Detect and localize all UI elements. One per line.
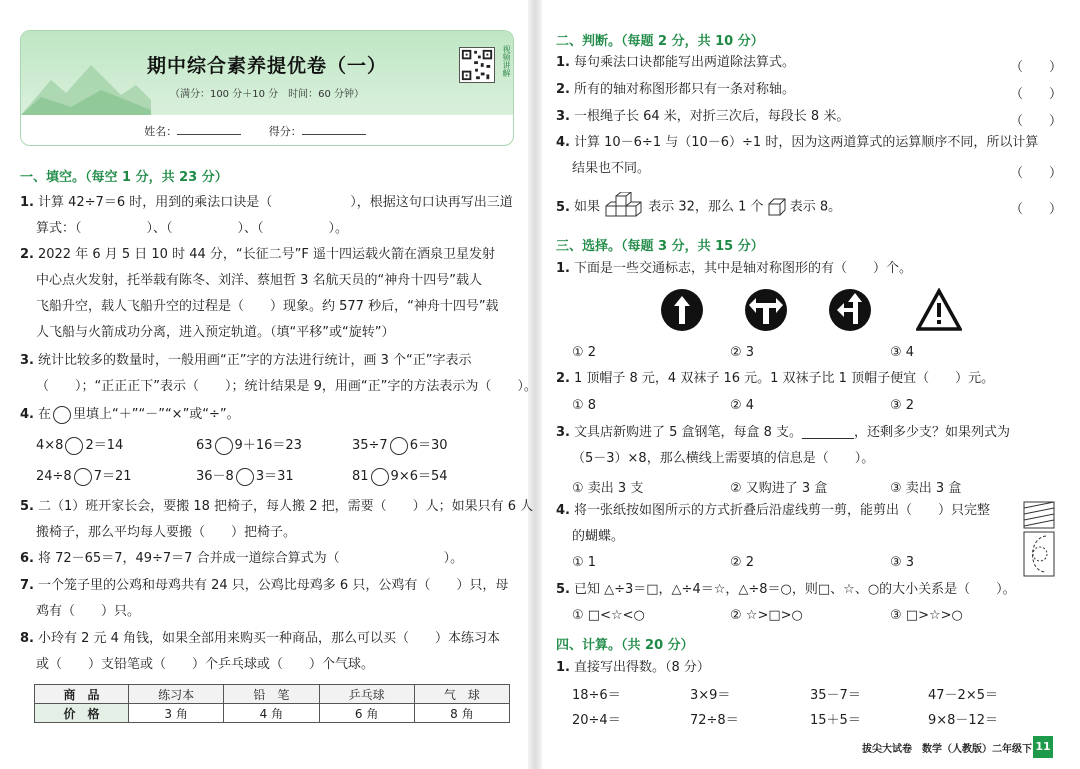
qr-code-icon[interactable] bbox=[459, 47, 495, 83]
answer-circle[interactable] bbox=[74, 468, 92, 486]
fill-q6: 6. 将 72－65＝7，49÷7＝7 合并成一道综合算式为（ ）。 bbox=[20, 551, 464, 566]
exam-header bbox=[20, 30, 514, 146]
judge-q3: 3. 一根绳子长 64 米，对折三次后，每段长 8 米。 bbox=[556, 109, 850, 124]
judge-answer-2[interactable]: （ ） bbox=[1010, 87, 1063, 102]
section-calc-heading: 四、计算。（共 20 分） bbox=[556, 638, 694, 653]
choice-q4-option-3[interactable]: ③ 3 bbox=[890, 555, 915, 570]
fill-q4-item-4: 24÷8 7＝21 bbox=[36, 469, 132, 484]
calc-item[interactable]: 18÷6＝ bbox=[572, 688, 621, 703]
straight-arrow-sign-icon bbox=[660, 288, 704, 332]
judge-q2: 2. 所有的轴对称图形都只有一条对称轴。 bbox=[556, 82, 795, 97]
qr-label: 视频讲解 bbox=[502, 45, 511, 77]
fill-q4-item-3: 35÷7 6＝30 bbox=[352, 438, 448, 453]
answer-circle[interactable] bbox=[390, 437, 408, 455]
fill-q5: 5. 二（1）班开家长会，要搬 18 把椅子，每人搬 2 把，需要（ ）人；如果只有 6 人 搬椅子，那么平均每人要搬（ ）把椅子。 bbox=[20, 499, 534, 540]
calc-item[interactable]: 15＋5＝ bbox=[810, 713, 861, 728]
fill-q4-item-1: 4×8 2＝14 bbox=[36, 438, 124, 453]
judge-answer-4[interactable]: （ ） bbox=[1010, 166, 1063, 181]
calc-q1: 1. 直接写出得数。（8 分） bbox=[556, 660, 710, 675]
answer-circle[interactable] bbox=[236, 468, 254, 486]
calc-item[interactable]: 20÷4＝ bbox=[572, 713, 621, 728]
student-fields bbox=[21, 123, 513, 139]
traffic-signs bbox=[660, 288, 1000, 334]
warning-sign-icon bbox=[916, 288, 962, 332]
fill-q3: 3. 统计比较多的数量时，一般用画“正”字的方法进行统计，画 3 个“正”字表示 （ ）；“正正正下”表示（ ）；统计结果是 9，用画“正”字的方法表示为（ ）。 bbox=[20, 353, 537, 394]
cube-stack-icon bbox=[604, 192, 644, 222]
fill-q4-item-5: 36－8 3＝31 bbox=[196, 469, 294, 484]
section-fill-blank-heading: 一、填空。（每空 1 分，共 23 分） bbox=[20, 170, 228, 185]
operator-circle-icon bbox=[53, 406, 71, 424]
calc-item[interactable]: 3×9＝ bbox=[690, 688, 731, 703]
choice-q3-option-2[interactable]: ② 又购进了 3 盒 bbox=[730, 481, 828, 496]
calc-item[interactable]: 9×8－12＝ bbox=[928, 713, 998, 728]
table-row: 价 格 3 角 4 角 6 角 8 角 bbox=[35, 704, 510, 723]
choice-q1: 1. 下面是一些交通标志，其中是轴对称图形的有（ ）个。 bbox=[556, 261, 912, 276]
fill-q4: 4. 在 里填上“＋”“－”“×”或“÷”。 bbox=[20, 407, 240, 422]
section-choice-heading: 三、选择。（每题 3 分，共 15 分） bbox=[556, 239, 764, 254]
choice-q4-option-1[interactable]: ① 1 bbox=[572, 555, 597, 570]
cube-icon bbox=[768, 198, 786, 216]
name-label: 姓名： bbox=[144, 125, 178, 138]
straight-left-sign-icon bbox=[828, 288, 872, 332]
choice-q1-option-1[interactable]: ① 2 bbox=[572, 345, 597, 360]
answer-circle[interactable] bbox=[215, 437, 233, 455]
calc-item[interactable]: 72÷8＝ bbox=[690, 713, 739, 728]
score-field[interactable] bbox=[302, 125, 366, 135]
price-table bbox=[34, 684, 510, 723]
answer-circle[interactable] bbox=[65, 437, 83, 455]
exam-subtitle: （满分：100 分＋10 分 时间：60 分钟） bbox=[169, 89, 365, 100]
choice-q5-option-2[interactable]: ② ☆>□>○ bbox=[730, 608, 803, 623]
choice-q4: 4. 将一张纸按如图所示的方式折叠后沿虚线剪一剪，能剪出（ ）只完整 的蝴蝶。 bbox=[556, 503, 990, 544]
left-right-sign-icon bbox=[744, 288, 788, 332]
fill-q2: 2. 2022 年 6 月 5 日 10 时 44 分，“长征二号”F 遥十四运载火箭在酒泉卫星发射 中心点火发射，托举载有陈冬、刘洋、蔡旭哲 3 名航天员的“神舟十四号”载人 飞船升空，载人飞船升空的过程是（ ）现象。约 577 秒后，“神舟十四号”载 人飞船与火箭成功分离，进入预定轨道。（填“平移”或“旋转”） bbox=[20, 247, 499, 340]
name-field[interactable] bbox=[177, 125, 241, 135]
choice-q4-option-2[interactable]: ② 2 bbox=[730, 555, 755, 570]
choice-q1-option-3[interactable]: ③ 4 bbox=[890, 345, 915, 360]
calc-item[interactable]: 35－7＝ bbox=[810, 688, 861, 703]
fill-q1: 1. 计算 42÷7＝6 时，用到的乘法口诀是（ ），根据这句口诀再写出三道 算式：（ ）、（ ）、（ ）。 bbox=[20, 195, 513, 236]
table-row: 商 品 练习本 铅 笔 乒乓球 气 球 bbox=[35, 685, 510, 704]
choice-q2-option-1[interactable]: ① 8 bbox=[572, 398, 597, 413]
judge-answer-1[interactable]: （ ） bbox=[1010, 60, 1063, 75]
choice-q3-option-3[interactable]: ③ 卖出 3 盒 bbox=[890, 481, 962, 496]
judge-q4: 4. 计算 10－6÷1 与（10－6）÷1 时，因为这两道算式的运算顺序不同，所以计算 结果也不同。 bbox=[556, 135, 1039, 176]
choice-q2-option-2[interactable]: ② 4 bbox=[730, 398, 755, 413]
folded-paper-icon bbox=[1022, 500, 1058, 580]
choice-q5-option-3[interactable]: ③ □>☆>○ bbox=[890, 608, 963, 623]
page-number: 11 bbox=[1033, 736, 1053, 758]
fill-q7: 7. 一个笼子里的公鸡和母鸡共有 24 只，公鸡比母鸡多 6 只，公鸡有（ ）只，母 鸡有（ ）只。 bbox=[20, 578, 509, 619]
choice-q3-option-1[interactable]: ① 卖出 3 支 bbox=[572, 481, 644, 496]
judge-q1: 1. 每句乘法口诀都能写出两道除法算式。 bbox=[556, 55, 795, 70]
choice-q5: 5. 已知 △÷3＝□，△÷4＝☆，△÷8＝○，则□、☆、○的大小关系是（ ）。 bbox=[556, 582, 1016, 597]
choice-q5-option-1[interactable]: ① □<☆<○ bbox=[572, 608, 645, 623]
choice-q2-option-3[interactable]: ③ 2 bbox=[890, 398, 915, 413]
choice-q3: 3. 文具店新购进了 5 盒钢笔，每盒 8 支。________，还剩多少支？如果列式为 （5－3）×8，那么横线上需要填的信息是（ ）。 bbox=[556, 425, 1011, 466]
fill-q4-item-2: 63 9＋16＝23 bbox=[196, 438, 302, 453]
fill-q8: 8. 小玲有 2 元 4 角钱，如果全部用来购买一种商品，那么可以买（ ）本练习本 或（ ）支铅笔或（ ）个乒乓球或（ ）个气球。 bbox=[20, 631, 501, 672]
score-label: 得分： bbox=[268, 125, 302, 138]
judge-q5: 5. 如果 表示 32，那么 1 个 表示 8。 bbox=[556, 192, 841, 222]
judge-answer-3[interactable]: （ ） bbox=[1010, 114, 1063, 129]
judge-answer-5[interactable]: （ ） bbox=[1010, 202, 1063, 217]
fill-q4-item-6: 81 9×6＝54 bbox=[352, 469, 448, 484]
section-judge-heading: 二、判断。（每题 2 分，共 10 分） bbox=[556, 34, 764, 49]
choice-q2: 2. 1 顶帽子 8 元，4 双袜子 16 元。1 双袜子比 1 顶帽子便宜（ ）元。 bbox=[556, 371, 995, 386]
calc-item[interactable]: 47－2×5＝ bbox=[928, 688, 998, 703]
answer-circle[interactable] bbox=[371, 468, 389, 486]
page-footer: 拔尖大试卷 数学（人教版）二年级下 bbox=[862, 744, 1032, 755]
exam-title: 期中综合素养提优卷（一） bbox=[146, 55, 387, 77]
choice-q1-option-2[interactable]: ② 3 bbox=[730, 345, 755, 360]
